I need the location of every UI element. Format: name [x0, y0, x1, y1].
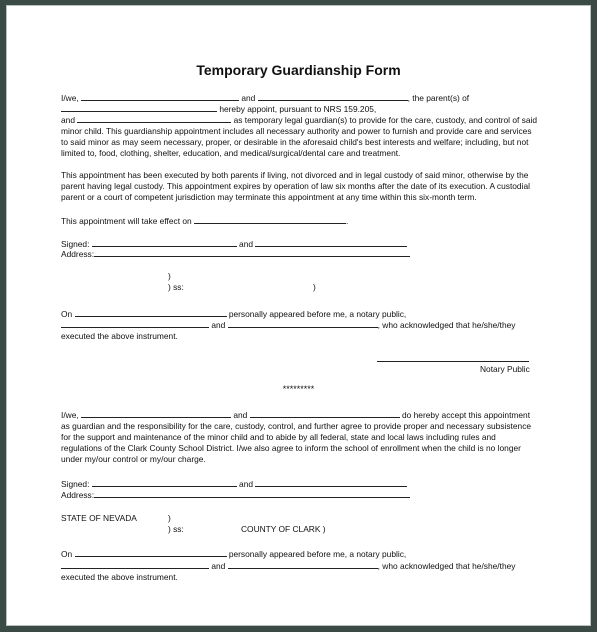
section-divider: *********: [282, 384, 315, 394]
notary-names-line: and , who acknowledged that he/she/they: [61, 561, 515, 571]
venue-ss: ) ss:: [168, 524, 184, 534]
parent1-name-field[interactable]: [81, 93, 239, 101]
guardian-name-field[interactable]: [77, 115, 231, 123]
notary-name-field-2[interactable]: [228, 320, 378, 328]
notary-name-field[interactable]: [61, 561, 209, 569]
paragraph-text: parent having legal custody. This appointment expires by operation of law six months after the date of its execution. A custodial: [61, 181, 530, 191]
state-label: STATE OF NEVADA: [61, 513, 137, 523]
effective-date-line: This appointment will take effect on .: [61, 216, 349, 226]
parents-line: I/we, and , the parent(s) of: [61, 93, 470, 103]
paragraph-text: to said minor as may seem necessary, proper, or desirable in the aforesaid child's best interests and welfare; including, but not: [61, 137, 529, 147]
paragraph-text: as guardian and the responsibility for the care, custody, control, and further agree to provide proper and necessary subsistence: [61, 421, 532, 431]
guardian-accept-field[interactable]: [81, 410, 231, 418]
county-label: COUNTY OF CLARK ): [241, 524, 326, 534]
paragraph-text: under my/our control or my/our charge.: [61, 454, 206, 464]
paragraph-text: limited to, food, clothing, shelter, education, and medical/surgical/dental care and treatment.: [61, 148, 401, 158]
notary-signature-field[interactable]: [377, 361, 529, 362]
address-line: Address:: [61, 249, 410, 259]
address-field[interactable]: [94, 490, 410, 498]
paragraph-text: executed the above instrument.: [61, 331, 178, 341]
notary-name-field[interactable]: [61, 320, 209, 328]
signature-line: Signed: and: [61, 479, 407, 489]
paragraph-text: regulations of the Clark County School District. I/we also agree to inform the school of enrollment when the child is no longer: [61, 443, 521, 453]
notary-on-line: On personally appeared before me, a notary public,: [61, 549, 407, 559]
notary-on-line: On personally appeared before me, a notary public,: [61, 309, 407, 319]
minor-line: hereby appoint, pursuant to NRS 159.205,: [61, 104, 376, 114]
venue-paren: ): [313, 282, 316, 292]
guardians-line: and as temporary legal guardian(s) to provide for the care, custody, and control of said: [61, 115, 538, 125]
signature-field-2[interactable]: [255, 239, 407, 247]
address-field[interactable]: [94, 249, 410, 257]
notary-date-field[interactable]: [75, 549, 227, 557]
venue-paren: ): [168, 271, 171, 281]
notary-name-field-2[interactable]: [228, 561, 378, 569]
notary-names-line: and , who acknowledged that he/she/they: [61, 320, 515, 330]
venue-paren: ): [168, 513, 171, 523]
guardian-accept-field-2[interactable]: [250, 410, 400, 418]
effective-date-field[interactable]: [194, 216, 346, 224]
paragraph-text: parent or a court of competent jurisdiction may terminate this appointment at any time within this six-month term.: [61, 192, 477, 202]
signature-field[interactable]: [92, 479, 237, 487]
form-page: [6, 5, 591, 626]
signature-line: Signed: and: [61, 239, 407, 249]
paragraph-text: executed the above instrument.: [61, 572, 178, 582]
paragraph-text: minor child. This guardianship appointment includes all necessary authority and power to furnish and provide care and services: [61, 126, 532, 136]
signature-field-2[interactable]: [255, 479, 407, 487]
venue-ss: ) ss:: [168, 282, 184, 292]
form-title: Temporary Guardianship Form: [196, 62, 401, 78]
parent2-name-field[interactable]: [258, 93, 408, 101]
signature-field[interactable]: [92, 239, 237, 247]
notary-date-field[interactable]: [75, 309, 227, 317]
notary-public-label: Notary Public: [480, 364, 530, 374]
address-line: Address:: [61, 490, 410, 500]
acceptance-line: I/we, and do hereby accept this appointment: [61, 410, 531, 420]
paragraph-text: This appointment has been executed by both parents if living, not divorced and in legal custody of said minor, otherwise by the: [61, 170, 529, 180]
paragraph-text: for the support and maintenance of the minor child and to abide by all federal, state and local laws including rules and: [61, 432, 496, 442]
minor-name-field[interactable]: [61, 104, 217, 112]
